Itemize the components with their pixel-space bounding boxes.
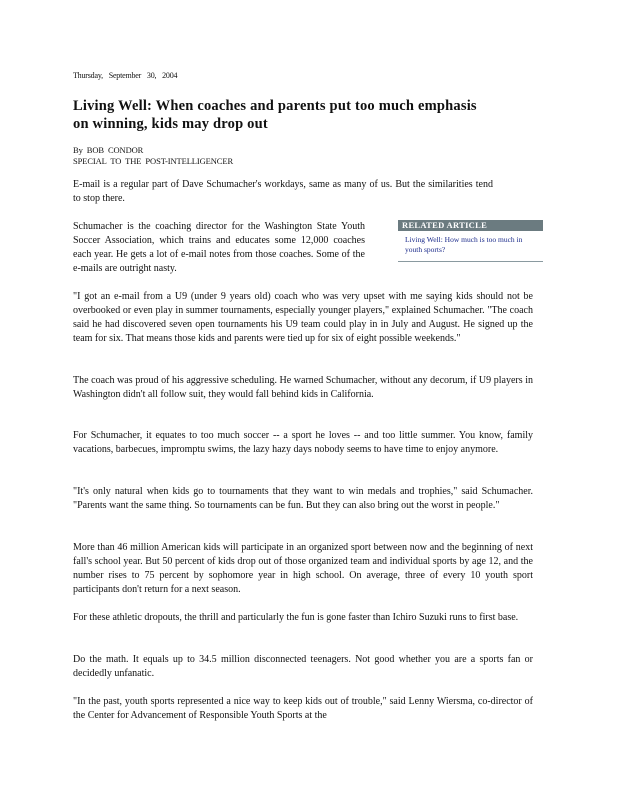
article-paragraph: E-mail is a regular part of Dave Schumacher's workdays, same as many of us. But the similarities tend to stop there. (73, 179, 493, 204)
byline-author: By BOB CONDOR (73, 145, 144, 155)
article-paragraph: More than 46 million American kids will participate in an organized sport between now and the beginning of next fall's school year. But 50 percent of kids drop out of those organized team and individual sports by age 12, and the number rises to 75 percent by sophomore year in high school. On average, three of every 10 youth sport participants don't return for a next season. (73, 542, 533, 595)
article-paragraph: "In the past, youth sports represented a nice way to keep kids out of trouble," said Lenny Wiersma, co-director of the Center for Advancement of Responsible Youth Sports at the (73, 696, 533, 721)
related-article-box (398, 220, 543, 262)
article-paragraph: For these athletic dropouts, the thrill and particularly the fun is gone faster than Ichiro Suzuki runs to first base. (73, 612, 519, 623)
related-article-link[interactable]: Living Well: How much is too much in youth sports? (405, 235, 523, 254)
byline-source: SPECIAL TO THE POST-INTELLIGENCER (73, 156, 234, 166)
article-paragraph: For Schumacher, it equates to too much soccer -- a sport he loves -- and too little summer. You know, family vacations, barbecues, impromptu swims, the lazy hazy days nobody seems to have time to enjoy anymore. (73, 430, 533, 455)
article-paragraph: The coach was proud of his aggressive scheduling. He warned Schumacher, without any decorum, if U9 players in Washington didn't all follow suit, they would fall behind kids in California. (73, 375, 533, 400)
article-paragraph: Do the math. It equals up to 34.5 million disconnected teenagers. Not good whether you are a sports fan or decidedly unfanatic. (73, 654, 533, 679)
byline (73, 145, 233, 167)
article-date: Thursday, September 30, 2004 (73, 71, 178, 80)
article-paragraph: "I got an e-mail from a U9 (under 9 years old) coach who was very upset with me saying kids should not be overbooked or even play in summer tournaments, especially younger players," explained Schumacher. "The coach said he had discovered seven open tournaments his U9 team could play in in July and August. He signed up the team for six. That means those kids and parents were tied up for six of eight possible weekends." (73, 291, 533, 344)
related-article-header: RELATED ARTICLE (398, 220, 543, 231)
article-paragraph: "It's only natural when kids go to tournaments that they want to win medals and trophies," said Schumacher. "Parents want the same thing. So tournaments can be fun. But they can also bring out the worst in people." (73, 486, 533, 511)
article-paragraph: Schumacher is the coaching director for the Washington State Youth Soccer Association, which trains and educates some 12,000 coaches each year. He gets a lot of e-mail notes from those coaches. Some of the e-mails are outright nasty. (73, 221, 365, 274)
article-title: Living Well: When coaches and parents put too much emphasis on winning, kids may drop out (73, 98, 477, 132)
